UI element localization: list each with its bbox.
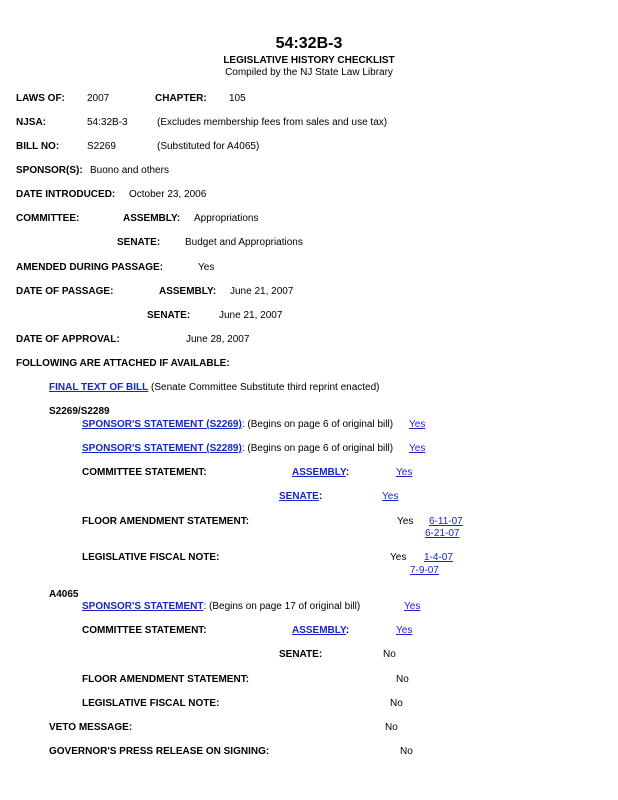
- chapter-label: CHAPTER:: [155, 93, 207, 104]
- s2269-floor-value: Yes: [397, 516, 414, 527]
- sponsors-label: SPONSOR(S):: [16, 165, 83, 176]
- s2269-sponsor1-yes-link[interactable]: Yes: [409, 419, 426, 430]
- s2269-floor-date1-link[interactable]: 6-11-07: [429, 516, 463, 527]
- laws-of-label: LAWS OF:: [16, 93, 65, 104]
- amended-value: Yes: [198, 262, 215, 273]
- a4065-assembly-colon: :: [345, 625, 350, 636]
- s2269-fiscal-date1-link[interactable]: 1-4-07: [424, 552, 453, 563]
- a4065-sponsor-link[interactable]: SPONSOR'S STATEMENT: [82, 601, 204, 612]
- s2269-senate-row: [279, 491, 322, 503]
- s2269-sponsor2-link[interactable]: SPONSOR'S STATEMENT (S2289): [82, 443, 242, 454]
- committee-senate-label: SENATE:: [117, 237, 161, 248]
- press-release-value: No: [400, 746, 413, 757]
- njsa-value: 54:32B-3: [87, 117, 128, 128]
- a4065-assembly-row: [292, 625, 349, 637]
- chapter-value: 105: [229, 93, 246, 104]
- s2269-assembly-link[interactable]: ASSEMBLY: [292, 467, 346, 478]
- passage-label: DATE OF PASSAGE:: [16, 286, 114, 297]
- s2269-sponsor1-note: : (Begins on page 6 of original bill): [241, 419, 394, 430]
- a4065-fiscal-value: No: [390, 698, 403, 709]
- a4065-floor-value: No: [396, 674, 409, 685]
- s2269-sponsor2-yes-link[interactable]: Yes: [409, 443, 426, 454]
- attached-heading: FOLLOWING ARE ATTACHED IF AVAILABLE:: [16, 358, 230, 369]
- s2269-fiscal-label: LEGISLATIVE FISCAL NOTE:: [82, 552, 220, 563]
- passage-assembly-value: June 21, 2007: [230, 286, 294, 297]
- a4065-assembly-link[interactable]: ASSEMBLY: [292, 625, 346, 636]
- a4065-heading: A4065: [49, 589, 79, 600]
- bill-no-value: S2269: [87, 141, 116, 152]
- approval-label: DATE OF APPROVAL:: [16, 334, 120, 345]
- a4065-fiscal-label: LEGISLATIVE FISCAL NOTE:: [82, 698, 220, 709]
- s2269-senate-yes-link[interactable]: Yes: [382, 491, 399, 502]
- date-introduced-value: October 23, 2006: [129, 189, 207, 200]
- amended-label: AMENDED DURING PASSAGE:: [16, 262, 164, 273]
- s2269-heading: S2269/S2289: [49, 406, 110, 417]
- page-title: 54:32B-3: [275, 35, 343, 52]
- committee-label: COMMITTEE:: [16, 213, 80, 224]
- s2269-assembly-colon: :: [345, 467, 350, 478]
- s2269-sponsor2-note: : (Begins on page 6 of original bill): [241, 443, 394, 454]
- a4065-sponsor-note: : (Begins on page 17 of original bill): [203, 601, 361, 612]
- s2269-floor-label: FLOOR AMENDMENT STATEMENT:: [82, 516, 250, 527]
- a4065-assembly-yes-link[interactable]: Yes: [396, 625, 413, 636]
- s2269-sponsor1-link[interactable]: SPONSOR'S STATEMENT (S2269): [82, 419, 242, 430]
- bill-no-note: (Substituted for A4065): [157, 141, 260, 152]
- s2269-sponsor2-row: [82, 443, 393, 455]
- final-text-note: (Senate Committee Substitute third reprint enacted): [151, 382, 380, 393]
- a4065-senate-value: No: [383, 649, 396, 660]
- passage-senate-value: June 21, 2007: [219, 310, 283, 321]
- bill-no-label: BILL NO:: [16, 141, 60, 152]
- s2269-senate-link[interactable]: SENATE: [279, 491, 319, 502]
- s2269-assembly-row: [292, 467, 349, 479]
- page-subtitle: LEGISLATIVE HISTORY CHECKLIST: [223, 55, 395, 66]
- date-introduced-label: DATE INTRODUCED:: [16, 189, 116, 200]
- committee-assembly-label: ASSEMBLY:: [123, 213, 181, 224]
- laws-of-value: 2007: [87, 93, 110, 104]
- njsa-note: (Excludes membership fees from sales and use tax): [157, 117, 388, 128]
- veto-label: VETO MESSAGE:: [49, 722, 133, 733]
- s2269-fiscal-date2-link[interactable]: 7-9-07: [410, 565, 439, 576]
- s2269-fiscal-value: Yes: [390, 552, 407, 563]
- press-release-label: GOVERNOR'S PRESS RELEASE ON SIGNING:: [49, 746, 270, 757]
- final-text-link[interactable]: FINAL TEXT OF BILL: [49, 382, 149, 393]
- a4065-senate-label: SENATE:: [279, 649, 323, 660]
- approval-value: June 28, 2007: [186, 334, 250, 345]
- a4065-sponsor-row: [82, 601, 360, 613]
- a4065-committee-label: COMMITTEE STATEMENT:: [82, 625, 207, 636]
- committee-senate-value: Budget and Appropriations: [185, 237, 303, 248]
- njsa-label: NJSA:: [16, 117, 47, 128]
- passage-assembly-label: ASSEMBLY:: [159, 286, 217, 297]
- passage-senate-label: SENATE:: [147, 310, 191, 321]
- committee-assembly-value: Appropriations: [194, 213, 259, 224]
- a4065-floor-label: FLOOR AMENDMENT STATEMENT:: [82, 674, 250, 685]
- s2269-assembly-yes-link[interactable]: Yes: [396, 467, 413, 478]
- s2269-sponsor1-row: [82, 419, 393, 431]
- s2269-senate-colon: :: [318, 491, 323, 502]
- a4065-sponsor-yes-link[interactable]: Yes: [404, 601, 421, 612]
- final-text-row: [49, 382, 380, 394]
- s2269-committee-label: COMMITTEE STATEMENT:: [82, 467, 207, 478]
- s2269-floor-date2-link[interactable]: 6-21-07: [425, 528, 460, 539]
- compiled-by: Compiled by the NJ State Law Library: [225, 67, 393, 78]
- sponsors-value: Buono and others: [90, 165, 169, 176]
- veto-value: No: [385, 722, 398, 733]
